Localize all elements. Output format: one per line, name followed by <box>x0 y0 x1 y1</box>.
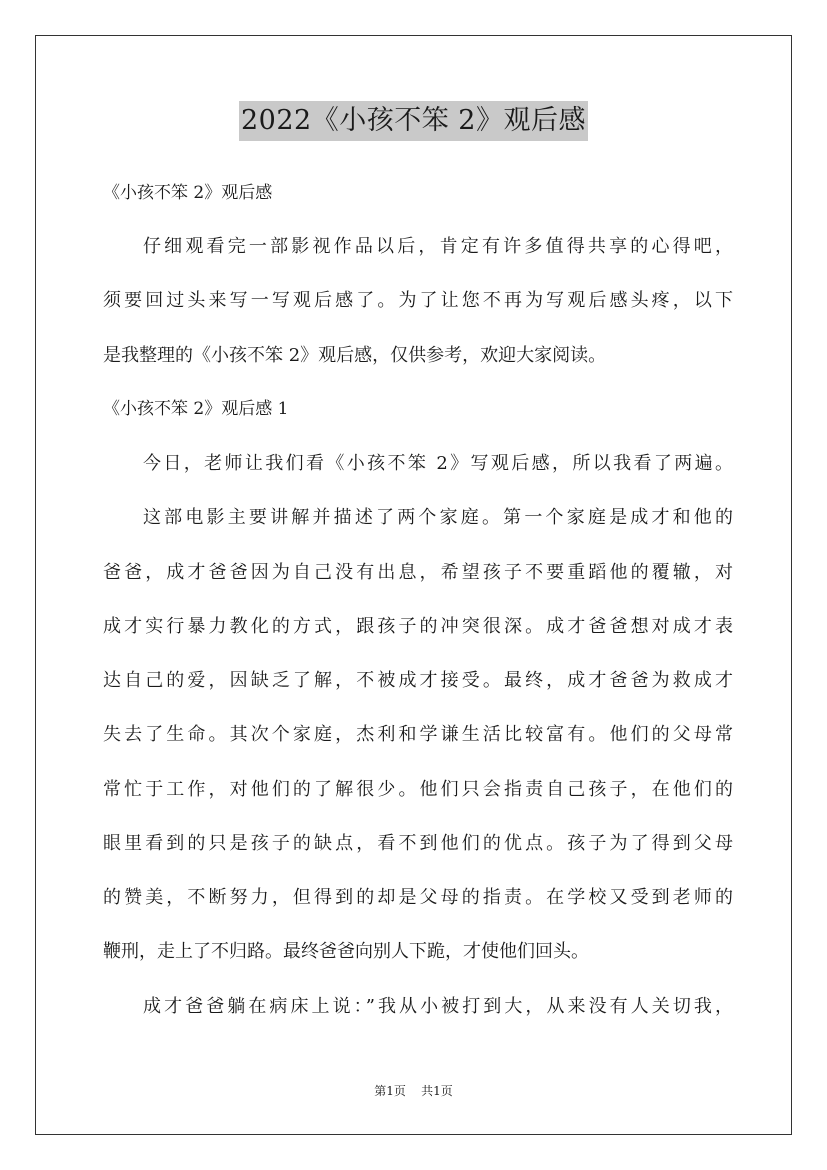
paragraph-line: 仔细观看完一部影视作品以后，肯定有许多值得共享的心得吧， <box>143 236 733 257</box>
paragraph-line: 成才爸爸躺在病床上说：”我从小被打到大，从来没有人关切我， <box>143 996 733 1017</box>
document-title: 2022《小孩不笨 2》观后感 <box>239 101 588 141</box>
paragraph-line: 鞭刑，走上了不归路。最终爸爸向别人下跪，才使他们回头。 <box>103 941 589 962</box>
document-title-wrapper <box>0 101 827 141</box>
subtitle-line: 《小孩不笨 2》观后感 <box>103 183 273 203</box>
paragraph-line: 达自己的爱，因缺乏了解，不被成才接受。最终，成才爸爸为救成才 <box>103 670 733 691</box>
paragraph-line: 的赞美，不断努力，但得到的却是父母的指责。在学校又受到老师的 <box>103 887 733 908</box>
paragraph-line: 须要回过头来写一写观后感了。为了让您不再为写观后感头疼，以下 <box>103 290 733 311</box>
paragraph-line: 是我整理的《小孩不笨 2》观后感，仅供参考，欢迎大家阅读。 <box>103 345 607 366</box>
section-heading: 《小孩不笨 2》观后感 1 <box>103 399 289 419</box>
paragraph-line: 这部电影主要讲解并描述了两个家庭。第一个家庭是成才和他的 <box>143 507 733 528</box>
page-footer <box>0 1083 827 1099</box>
paragraph-line: 今日，老师让我们看《小孩不笨 2》写观后感，所以我看了两遍。 <box>143 453 733 474</box>
paragraph-line: 眼里看到的只是孩子的缺点，看不到他们的优点。孩子为了得到父母 <box>103 833 733 854</box>
paragraph-line: 失去了生命。其次个家庭，杰利和学谦生活比较富有。他们的父母常 <box>103 724 733 745</box>
paragraph-line: 爸爸，成才爸爸因为自己没有出息，希望孩子不要重蹈他的覆辙，对 <box>103 562 733 583</box>
page-number: 第1页 <box>374 1084 406 1098</box>
paragraph-line: 成才实行暴力教化的方式，跟孩子的冲突很深。成才爸爸想对成才表 <box>103 616 733 637</box>
paragraph-line: 常忙于工作，对他们的了解很少。他们只会指责自己孩子，在他们的 <box>103 779 733 800</box>
page-total: 共1页 <box>421 1084 453 1098</box>
